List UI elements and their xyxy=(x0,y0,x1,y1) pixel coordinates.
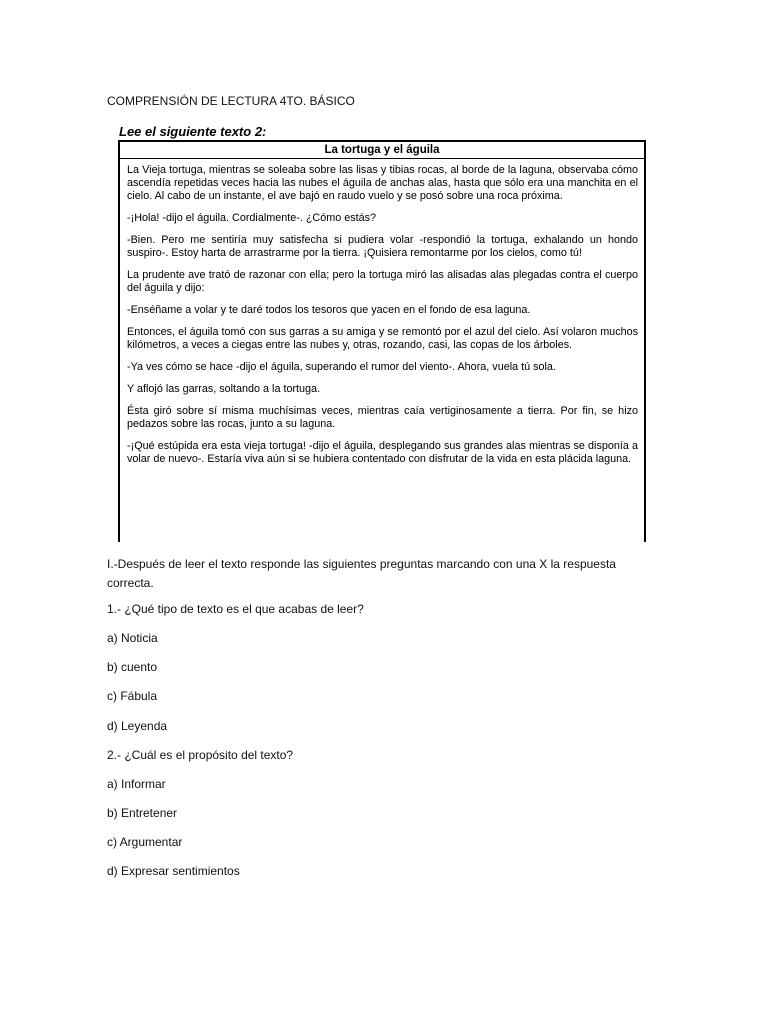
question-2-option-b[interactable]: b) Entretener xyxy=(107,806,178,820)
question-1-option-a[interactable]: a) Noticia xyxy=(107,631,158,645)
story-paragraph: Y aflojó las garras, soltando a la tortuga. xyxy=(127,383,321,395)
instructions-text: I.-Después de leer el texto responde las siguientes preguntas marcando con una X la respuesta correcta. xyxy=(107,557,616,590)
story-paragraph: -Bien. Pero me sentiría muy satisfecha si pudiera volar -respondió la tortuga, exhalando un hondo suspiro-. Estoy harta de arrastrarme por la tierra. ¡Quisiera remontarme por los cielos, como tú! xyxy=(127,234,638,259)
question-2-option-a[interactable]: a) Informar xyxy=(107,777,166,791)
question-2-option-c[interactable]: c) Argumentar xyxy=(107,835,183,849)
question-1-option-b[interactable]: b) cuento xyxy=(107,660,158,674)
story-title: La tortuga y el águila xyxy=(120,142,644,159)
question-1-prompt: 1.- ¿Qué tipo de texto es el que acabas de leer? xyxy=(107,602,364,616)
story-box xyxy=(118,140,646,542)
story-paragraph: La Vieja tortuga, mientras se soleaba sobre las lisas y tibias rocas, al borde de la laguna, observaba cómo ascendía repetidas veces hacia las nubes el águila de anchas alas, hasta que sólo era una manchita en el cielo. Al cabo de un instante, el ave bajó en raudo vuelo y se posó sobre una roca próxima. xyxy=(127,164,638,202)
reading-heading: Lee el siguiente texto 2: xyxy=(119,124,267,139)
question-2-prompt: 2.- ¿Cuál es el propósito del texto? xyxy=(107,748,294,762)
story-body xyxy=(120,159,644,466)
story-paragraph: -Ya ves cómo se hace -dijo el águila, superando el rumor del viento-. Ahora, vuela tú sola. xyxy=(127,361,556,373)
story-paragraph: -Enséñame a volar y te daré todos los tesoros que yacen en el fondo de esa laguna. xyxy=(127,304,531,316)
story-paragraph: La prudente ave trató de razonar con ella; pero la tortuga miró las alisadas alas plegadas contra el cuerpo del águila y dijo: xyxy=(127,269,638,294)
question-1-option-d[interactable]: d) Leyenda xyxy=(107,719,168,733)
page-title: COMPRENSIÓN DE LECTURA 4TO. BÁSICO xyxy=(107,94,355,108)
question-2-option-d[interactable]: d) Expresar sentimientos xyxy=(107,864,240,878)
story-paragraph: -¡Hola! -dijo el águila. Cordialmente-. ¿Cómo estás? xyxy=(127,212,377,224)
story-paragraph: Entonces, el águila tomó con sus garras a su amiga y se remontó por el azul del cielo. Así volaron muchos kilómetros, a veces a ciegas entre las nubes y, otras, rozando, casi, las copas de los árboles. xyxy=(127,326,638,351)
story-paragraph: -¡Qué estúpida era esta vieja tortuga! -dijo el águila, desplegando sus grandes alas mientras se disponía a volar de nuevo-. Estaría viva aún si se hubiera contentado con disfrutar de la vida en esta plácida laguna. xyxy=(127,440,638,465)
story-paragraph: Ésta giró sobre sí misma muchísimas veces, mientras caía vertiginosamente a tierra. Por fin, se hizo pedazos sobre las rocas, junto a su laguna. xyxy=(127,405,638,430)
question-1-option-c[interactable]: c) Fábula xyxy=(107,689,158,703)
